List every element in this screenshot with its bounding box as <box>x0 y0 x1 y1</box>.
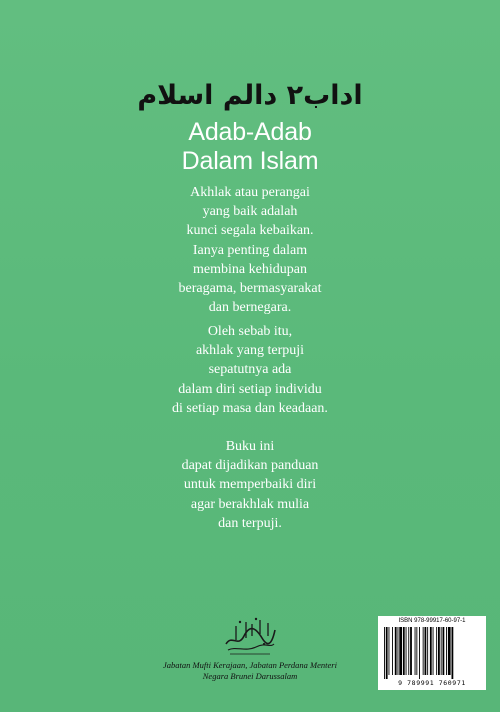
blurb-line: sepatutnya ada <box>208 362 292 378</box>
publisher-calligraphy-logo <box>222 614 278 658</box>
blurb-line: membina kehidupan <box>193 261 307 277</box>
blurb-line: di setiap masa dan keadaan. <box>172 400 328 416</box>
publisher-line: Jabatan Mufti Kerajaan, Jabatan Perdana Menteri <box>163 660 337 670</box>
title-line: Adab-Adab <box>188 118 312 146</box>
blurb-paragraph-2 <box>150 322 350 418</box>
blurb-line: akhlak yang terpuji <box>195 343 305 359</box>
jawi-title: اداب٢ دالم اسلام <box>137 80 363 111</box>
blurb-line: dapat dijadikan panduan <box>181 458 319 474</box>
blurb-paragraph-1 <box>150 183 350 317</box>
blurb-paragraph-3 <box>150 437 350 533</box>
blurb-line: Buku ini <box>225 439 275 454</box>
blurb-line: yang baik adalah <box>202 204 298 220</box>
isbn-barcode <box>378 616 486 690</box>
blurb-line: kunci segala kebaikan. <box>186 223 314 239</box>
blurb-line: agar berakhlak mulia <box>190 496 310 512</box>
barcode-number: 9 789991 760971 <box>398 679 466 687</box>
blurb-line: dalam diri setiap individu <box>178 381 322 397</box>
blurb-line: untuk memperbaiki diri <box>183 477 317 493</box>
isbn-label: ISBN 978-99917-60-97-1 <box>398 618 466 624</box>
publisher-line: Negara Brunei Darussalam <box>202 671 298 681</box>
blurb-line: Akhlak atau perangai <box>190 185 310 200</box>
blurb-line: dan bernegara. <box>208 300 292 316</box>
blurb-line: Oleh sebab itu, <box>207 324 293 339</box>
barcode-bars <box>384 627 480 679</box>
book-title <box>0 118 500 176</box>
blurb-line: Ianya penting dalam <box>192 242 308 258</box>
title-line: Dalam Islam <box>181 147 319 175</box>
blurb-line: dan terpuji. <box>218 515 282 531</box>
blurb-line: beragama, bermasyarakat <box>178 281 322 297</box>
